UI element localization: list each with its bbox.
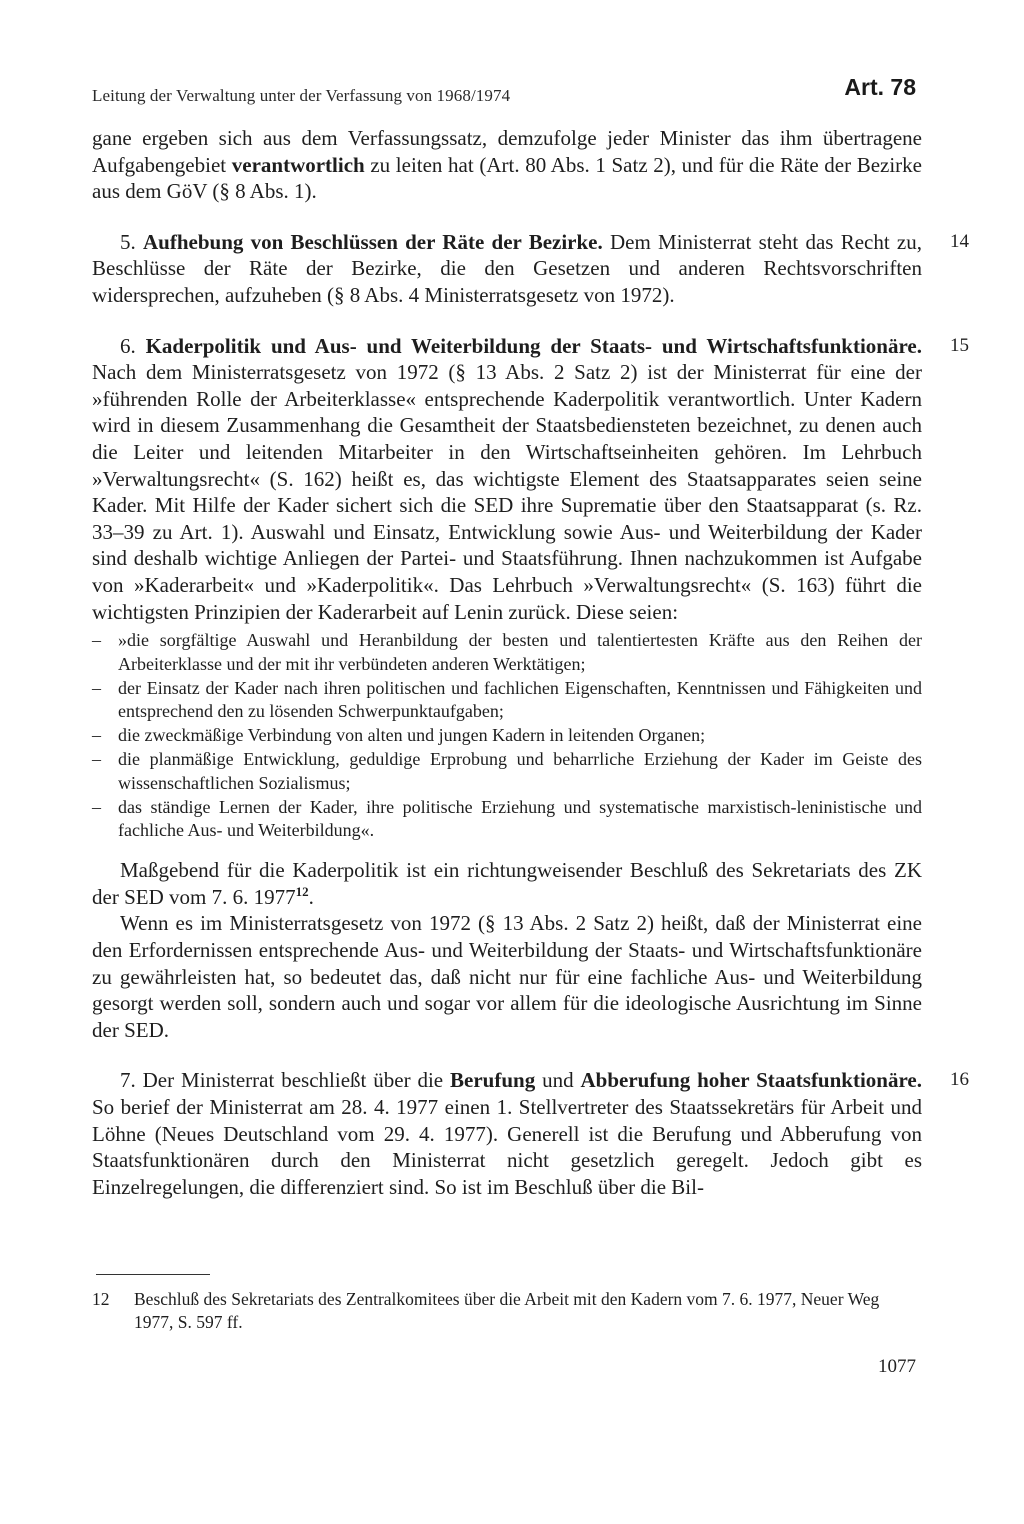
section-7-emphasis-abberufung: Abberufung hoher Staatsfunktionäre. <box>580 1068 922 1093</box>
continuation-text-end: zu leiten hat (Art. 80 Abs. 1 Satz 2), und für die Räte der Bezirke aus dem GöV (§ 8 Abs. 1). <box>92 152 922 204</box>
dash-bullet: – <box>92 796 101 817</box>
section-5-heading: Aufhebung von Beschlüssen der Räte der Bezirke. <box>143 229 603 254</box>
section-5-paragraph <box>92 229 969 309</box>
section-6-paragraph <box>92 333 969 626</box>
kaderpolitik-paragraph <box>92 857 922 910</box>
list-item-text: »die sorgfältige Auswahl und Heranbildung der besten und talentiertesten Kräfte aus den Reihen der Arbeiterklasse und der mit ihr verbündeten anderen Werktätigen; <box>118 630 922 674</box>
list-item <box>92 629 922 677</box>
section-6-heading: Kaderpolitik und Aus- und Weiterbildung der Staats- und Wirtschaftsfunktionäre. <box>145 333 922 358</box>
section-6-number: 6. <box>120 333 146 358</box>
footnote-12 <box>92 1288 922 1334</box>
list-item-text: das ständige Lernen der Kader, ihre politische Erziehung und systematische marxistisch-leninistische und fachliche Aus- und Weiterbildung«. <box>118 796 922 841</box>
article-label: Art. 78 <box>844 74 916 100</box>
list-item-text: die zweckmäßige Verbindung von alten und jungen Kadern in leitenden Organen; <box>118 725 706 746</box>
dash-bullet: – <box>92 749 101 770</box>
footnote-text: Beschluß des Sekretariats des Zentralkomitees über die Arbeit mit den Kadern vom 7. 6. 1977, Neuer Weg 1977, S. 597 ff. <box>134 1289 880 1332</box>
list-item <box>92 677 922 725</box>
section-7-intro: 7. Der Ministerrat beschließt über die <box>120 1068 451 1093</box>
dash-bullet: – <box>92 630 101 651</box>
ministerratsgesetz-paragraph: Wenn es im Ministerratsgesetz von 1972 (§ 13 Abs. 2 Satz 2) heißt, daß der Ministerrat eine den Erfordernissen entsprechende Aus- und Weiterbildung der Staats- und Wirtschaftsfunktionäre zu gewährleisten hat, so bedeutet das, daß nicht nur für eine fachliche Aus- und Weiterbildung gesorgt werden soll, sondern auch und sogar vor allem für die ideologische Ausrichtung im Sinne der SED. <box>92 911 922 1042</box>
continuation-paragraph <box>92 125 922 205</box>
margin-number-15: 15 <box>950 334 969 356</box>
list-item-text: die planmäßige Entwicklung, geduldige Erprobung und beharrliche Erziehung der Kader im Geiste des wissenschaftlichen Sozialismus; <box>118 749 922 793</box>
footnote-number: 12 <box>92 1289 110 1309</box>
section-7-text: So berief der Ministerrat am 28. 4. 1977 einen 1. Stellvertreter des Staatssekretärs für Arbeit und Löhne (Neues Deutschland vom 29. 4. 1977). Generell ist die Berufung und Abberufung von Staatsfunktionären durch den Ministerrat nicht gesetzlich geregelt. Jedoch gibt es Einzelregelungen, die differenziert sind. So ist im Beschluß über die Bil- <box>92 1095 922 1199</box>
section-7-emphasis-berufung: Berufung <box>450 1068 536 1093</box>
section-7-paragraph <box>92 1067 969 1200</box>
footnote-reference-12[interactable]: 12 <box>295 883 309 899</box>
section-6-text: Nach dem Ministerratsgesetz von 1972 (§ 13 Abs. 2 Satz 2) ist der Ministerrat für eine der »führenden Rolle der Arbeiterklasse« entsprechende Kaderpolitik verantwortlich. Unter Kadern wird in diesem Zusammenhang die Gesamtheit der Staatsbediensteten bezeichnet, zu denen auch die Leiter und leitenden Mitarbeiter in den Wirtschaftseinheiten gehören. Im Lehrbuch »Verwaltungsrecht« (S. 162) heißt es, das wichtigste Element des Staatsapparates seien seine Kader. Mit Hilfe der Kader sichert sich die SED ihre Suprematie über den Staatsapparat (s. Rz. 33–39 zu Art. 1). Auswahl und Einsatz, Entwicklung sowie Aus- und Weiterbildung der Kader sind deshalb wichtige Anliegen der Partei- und Staatsführung. Ihnen nachzukommen ist Aufgabe von »Kaderarbeit« und »Kaderpolitik«. Das Lehrbuch »Verwaltungsrecht« (S. 163) führt die wichtigsten Prinzipien der Kaderarbeit auf Lenin zurück. Diese seien: <box>92 360 922 624</box>
section-5-text: Dem Ministerrat steht das Recht zu, Beschlüsse der Räte der Bezirke, die den Gesetzen und anderen Rechtsvorschriften widersprechen, aufzuheben (§ 8 Abs. 4 Ministerratsgesetz von 1972). <box>92 229 923 307</box>
kaderpolitik-text: Maßgebend für die Kaderpolitik ist ein richtungweisender Beschluß des Sekretariats des ZK der SED vom 7. 6. 1977 <box>92 858 922 909</box>
list-item <box>92 724 922 748</box>
dash-bullet: – <box>92 677 101 698</box>
list-item-text: der Einsatz der Kader nach ihren politischen und fachlichen Eigenschaften, Kenntnissen und Fähigkeiten und entsprechend den zu lösenden Schwerpunktaufgaben; <box>118 677 922 722</box>
principles-list <box>92 629 922 843</box>
continuation-emphasis: verantwortlich <box>231 152 365 177</box>
footnote-divider <box>96 1274 210 1275</box>
list-item <box>92 796 922 844</box>
margin-number-14: 14 <box>950 230 969 252</box>
body-text <box>92 125 969 1200</box>
margin-number-16: 16 <box>950 1069 969 1091</box>
section-7-connector: und <box>535 1068 581 1093</box>
kaderpolitik-text-end: . <box>308 884 314 909</box>
continuation-text-start: gane ergeben sich aus dem Verfassungssatz, demzufolge jeder Minister das ihm übertragene Aufgabengebiet <box>92 126 922 177</box>
dash-bullet: – <box>92 725 101 746</box>
list-item <box>92 748 922 796</box>
running-header-title: Leitung der Verwaltung unter der Verfassung von 1968/1974 <box>92 86 511 105</box>
page-number: 1077 <box>878 1356 916 1377</box>
section-5-number: 5. <box>120 229 143 254</box>
